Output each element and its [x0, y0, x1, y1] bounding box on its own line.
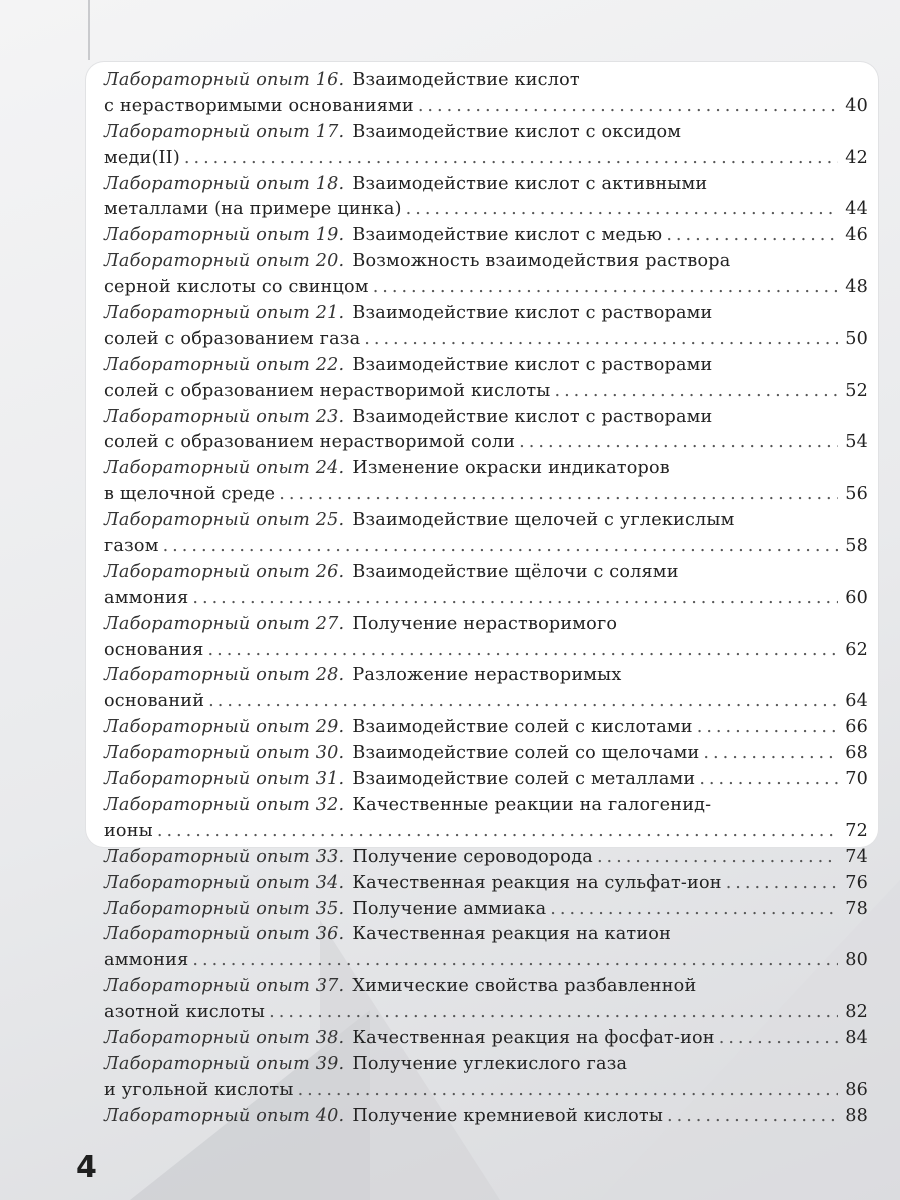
toc-dot-leader: [269, 1000, 838, 1026]
toc-entry-line: [104, 897, 868, 923]
toc-entry-title: Взаимодействие щёлочи с солями: [352, 561, 679, 582]
toc-entry[interactable]: [104, 172, 868, 224]
toc-page-number: 78: [845, 898, 868, 919]
toc-entry-label: Лабораторный опыт 25.: [104, 510, 345, 531]
toc-entry[interactable]: [104, 249, 868, 301]
toc-entry-title: меди(II): [104, 147, 180, 168]
toc-entry-line: [104, 482, 868, 508]
toc-entry-line: [104, 1104, 868, 1130]
toc-entry-title: Получение сероводорода: [352, 846, 593, 867]
toc-entry-title: Взаимодействие солей со щелочами: [352, 743, 700, 764]
toc-entry-title: Взаимодействие кислот с оксидом: [352, 121, 682, 142]
toc-dot-leader: [719, 1026, 838, 1052]
toc-dot-leader: [192, 948, 838, 974]
toc-entry[interactable]: [104, 793, 868, 845]
toc-entry-title: основания: [104, 639, 204, 660]
toc-entry-label: Лабораторный опыт 17.: [104, 121, 345, 142]
toc-entry-title: азотной кислоты: [104, 1002, 266, 1023]
toc-entry-title: Получение аммиака: [352, 898, 547, 919]
toc-entry-line: [104, 1052, 868, 1078]
toc-entry-line: [104, 301, 868, 327]
table-of-contents: [104, 68, 868, 1130]
toc-entry-title: с нерастворимыми основаниями: [104, 95, 414, 116]
toc-entry-line: [104, 612, 868, 638]
toc-entry[interactable]: [104, 560, 868, 612]
toc-entry-title: Качественная реакция на сульфат-ион: [352, 872, 722, 893]
toc-entry-title: Возможность взаимодействия раствора: [352, 251, 731, 272]
toc-entry-label: Лабораторный опыт 36.: [104, 924, 345, 945]
toc-entry[interactable]: [104, 767, 868, 793]
toc-page-number: 58: [845, 536, 868, 557]
toc-dot-leader: [697, 715, 838, 741]
toc-entry-label: Лабораторный опыт 39.: [104, 1053, 345, 1074]
toc-entry[interactable]: [104, 1052, 868, 1104]
toc-dot-leader: [279, 482, 838, 508]
toc-dot-leader: [667, 1104, 838, 1130]
toc-entry-line: [104, 819, 868, 845]
toc-page-number: 72: [845, 820, 868, 841]
toc-dot-leader: [726, 871, 838, 897]
panel-edge-divider: [88, 0, 90, 60]
toc-page-number: 74: [845, 846, 868, 867]
toc-entry-line: [104, 974, 868, 1000]
toc-entry-title: солей с образованием нерастворимой соли: [104, 432, 516, 453]
toc-entry-title: серной кислоты со свинцом: [104, 277, 369, 298]
toc-entry-line: [104, 948, 868, 974]
toc-entry-line: [104, 638, 868, 664]
toc-entry-label: Лабораторный опыт 20.: [104, 251, 345, 272]
toc-entry[interactable]: [104, 1026, 868, 1052]
toc-dot-leader: [208, 689, 838, 715]
toc-page-number: 68: [845, 743, 868, 764]
toc-entry-title: Взаимодействие солей с металлами: [352, 769, 696, 790]
toc-entry-label: Лабораторный опыт 16.: [104, 70, 345, 90]
toc-entry-label: Лабораторный опыт 26.: [104, 561, 345, 582]
toc-page-number: 54: [845, 432, 868, 453]
toc-entry[interactable]: [104, 845, 868, 871]
toc-entry-title: Взаимодействие кислот с растворами: [352, 303, 713, 324]
toc-page-number: 76: [845, 872, 868, 893]
toc-entry-title: аммония: [104, 950, 189, 971]
toc-entry-line: [104, 922, 868, 948]
toc-entry[interactable]: [104, 353, 868, 405]
toc-entry-line: [104, 275, 868, 301]
toc-entry-label: Лабораторный опыт 31.: [104, 769, 345, 790]
toc-page-number: 42: [845, 147, 868, 168]
toc-entry-label: Лабораторный опыт 37.: [104, 976, 345, 997]
toc-entry[interactable]: [104, 974, 868, 1026]
toc-entry-line: [104, 120, 868, 146]
toc-entry-line: [104, 249, 868, 275]
toc-page-number: 56: [845, 484, 868, 505]
toc-entry-line: [104, 146, 868, 172]
toc-entry-title: Взаимодействие кислот с растворами: [352, 354, 713, 375]
toc-entry-title: Получение углекислого газа: [352, 1053, 628, 1074]
toc-entry-label: Лабораторный опыт 35.: [104, 898, 345, 919]
toc-entry[interactable]: [104, 871, 868, 897]
toc-entry-label: Лабораторный опыт 34.: [104, 872, 345, 893]
toc-entry-line: [104, 223, 868, 249]
toc-entry[interactable]: [104, 715, 868, 741]
toc-entry-line: [104, 379, 868, 405]
toc-dot-leader: [597, 845, 838, 871]
toc-page-number: 46: [845, 225, 868, 246]
toc-entry-title: Взаимодействие кислот с активными: [352, 173, 708, 194]
toc-entry-title: Взаимодействие кислот: [352, 70, 580, 90]
toc-entry-line: [104, 534, 868, 560]
toc-entry-title: Получение нерастворимого: [352, 613, 618, 634]
toc-page-number: 60: [845, 587, 868, 608]
toc-entry[interactable]: [104, 301, 868, 353]
toc-entry-line: [104, 689, 868, 715]
toc-entry-label: Лабораторный опыт 27.: [104, 613, 345, 634]
toc-dot-leader: [699, 767, 838, 793]
toc-entry-line: [104, 767, 868, 793]
toc-dot-leader: [550, 897, 838, 923]
toc-entry[interactable]: [104, 68, 868, 120]
toc-entry-label: Лабораторный опыт 38.: [104, 1027, 345, 1048]
toc-page-number: 80: [845, 950, 868, 971]
toc-entry-label: Лабораторный опыт 22.: [104, 354, 345, 375]
toc-entry-line: [104, 793, 868, 819]
toc-entry-label: Лабораторный опыт 19.: [104, 225, 345, 246]
toc-entry[interactable]: [104, 508, 868, 560]
toc-dot-leader: [184, 146, 838, 172]
toc-entry[interactable]: [104, 120, 868, 172]
toc-dot-leader: [364, 327, 838, 353]
toc-entry-label: Лабораторный опыт 28.: [104, 665, 345, 686]
toc-entry-title: аммония: [104, 587, 189, 608]
toc-entry-line: [104, 353, 868, 379]
toc-entry-title: металлами (на примере цинка): [104, 199, 402, 220]
toc-entry-line: [104, 871, 868, 897]
toc-entry-line: [104, 1000, 868, 1026]
toc-dot-leader: [373, 275, 838, 301]
toc-page-number: 86: [845, 1079, 868, 1100]
toc-entry-label: Лабораторный опыт 18.: [104, 173, 345, 194]
toc-entry-title: Получение кремниевой кислоты: [352, 1105, 664, 1126]
toc-entry-title: Взаимодействие щелочей с углекислым: [352, 510, 735, 531]
toc-dot-leader: [157, 819, 838, 845]
toc-entry-title: ионы: [104, 820, 153, 841]
toc-entry-line: [104, 508, 868, 534]
toc-page-number: 50: [845, 328, 868, 349]
toc-entry-line: [104, 1078, 868, 1104]
toc-dot-leader: [418, 94, 838, 120]
toc-entry-title: Химические свойства разбавленной: [352, 976, 697, 997]
toc-page-number: 62: [845, 639, 868, 660]
toc-entry-title: Качественная реакция на катион: [352, 924, 671, 945]
toc-entry-label: Лабораторный опыт 33.: [104, 846, 345, 867]
toc-page-number: 52: [845, 380, 868, 401]
toc-entry-title: оснований: [104, 691, 205, 712]
toc-entry-line: [104, 586, 868, 612]
toc-page-number: 40: [845, 95, 868, 116]
toc-entry-title: газом: [104, 536, 159, 557]
toc-entry-label: Лабораторный опыт 30.: [104, 743, 345, 764]
toc-entry-title: солей с образованием нерастворимой кислоты: [104, 380, 551, 401]
toc-page-number: 82: [845, 1002, 868, 1023]
toc-entry-label: Лабораторный опыт 40.: [104, 1105, 345, 1126]
toc-entry-label: Лабораторный опыт 32.: [104, 794, 345, 815]
toc-entry-line: [104, 94, 868, 120]
toc-entry[interactable]: [104, 405, 868, 457]
toc-entry[interactable]: [104, 456, 868, 508]
toc-entry-label: Лабораторный опыт 24.: [104, 458, 345, 479]
toc-entry-line: [104, 845, 868, 871]
toc-entry-line: [104, 715, 868, 741]
toc-entry-title: в щелочной среде: [104, 484, 276, 505]
toc-entry-line: [104, 1026, 868, 1052]
toc-entry-title: Качественная реакция на фосфат-ион: [352, 1027, 715, 1048]
toc-entry-title: и угольной кислоты: [104, 1079, 294, 1100]
page-number: 4: [76, 1150, 97, 1185]
toc-page-number: 64: [845, 691, 868, 712]
toc-dot-leader: [666, 223, 838, 249]
toc-entry-title: Взаимодействие кислот с медью: [352, 225, 663, 246]
toc-page-number: 88: [845, 1105, 868, 1126]
toc-dot-leader: [703, 741, 838, 767]
toc-entry-title: Изменение окраски индикаторов: [352, 458, 670, 479]
toc-entry-title: Качественные реакции на галогенид-: [352, 794, 712, 815]
toc-entry-line: [104, 327, 868, 353]
toc-entry-line: [104, 172, 868, 198]
toc-dot-leader: [208, 638, 838, 664]
toc-entry[interactable]: [104, 922, 868, 974]
toc-dot-leader: [298, 1078, 838, 1104]
toc-dot-leader: [406, 197, 838, 223]
toc-entry-line: [104, 456, 868, 482]
toc-page-number: 44: [845, 199, 868, 220]
toc-page-number: 84: [845, 1027, 868, 1048]
toc-entry-line: [104, 560, 868, 586]
toc-entry[interactable]: [104, 1104, 868, 1130]
toc-entry-label: Лабораторный опыт 23.: [104, 406, 345, 427]
toc-page-number: 48: [845, 277, 868, 298]
toc-dot-leader: [192, 586, 838, 612]
toc-entry-title: Разложение нерастворимых: [352, 665, 622, 686]
toc-dot-leader: [555, 379, 839, 405]
toc-entry-title: Взаимодействие солей с кислотами: [352, 717, 693, 738]
toc-entry[interactable]: [104, 612, 868, 664]
toc-entry[interactable]: [104, 741, 868, 767]
toc-entry-line: [104, 405, 868, 431]
toc-page-number: 66: [845, 717, 868, 738]
toc-dot-leader: [519, 430, 838, 456]
toc-entry[interactable]: [104, 897, 868, 923]
toc-entry-line: [104, 741, 868, 767]
toc-dot-leader: [163, 534, 838, 560]
toc-entry-title: Взаимодействие кислот с растворами: [352, 406, 713, 427]
toc-entry-line: [104, 68, 868, 94]
toc-entry-label: Лабораторный опыт 21.: [104, 303, 345, 324]
toc-entry-label: Лабораторный опыт 29.: [104, 717, 345, 738]
toc-entry-line: [104, 197, 868, 223]
toc-entry-line: [104, 663, 868, 689]
toc-entry[interactable]: [104, 223, 868, 249]
toc-entry-line: [104, 430, 868, 456]
toc-entry[interactable]: [104, 663, 868, 715]
toc-page-number: 70: [845, 769, 868, 790]
toc-entry-title: солей с образованием газа: [104, 328, 361, 349]
